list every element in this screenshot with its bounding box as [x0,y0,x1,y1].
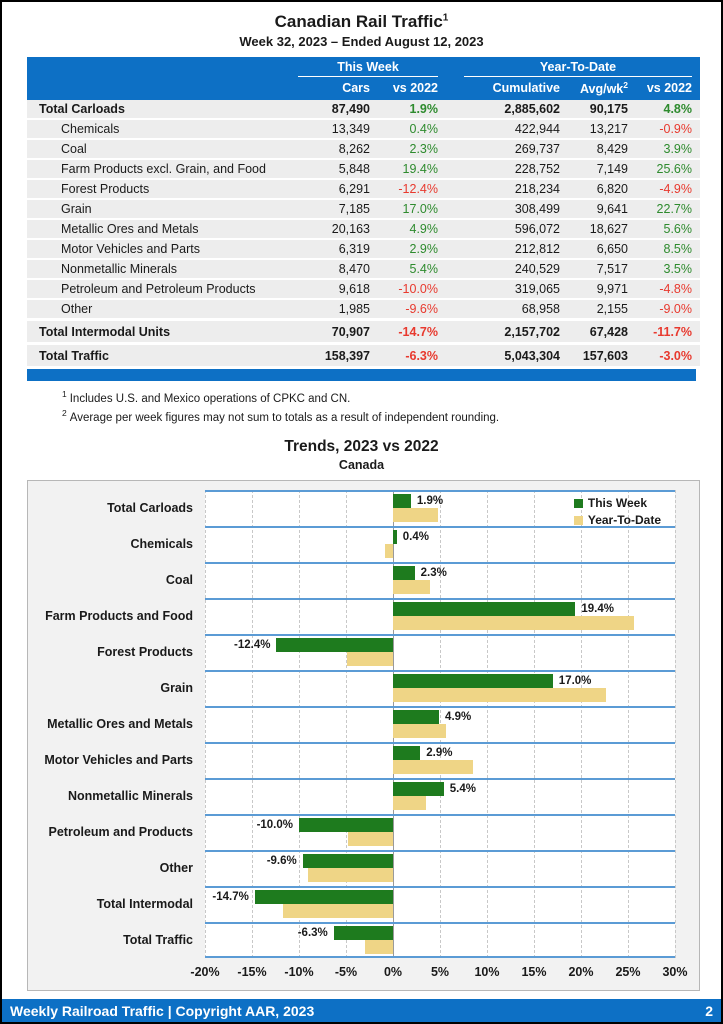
bar-value-label: -9.6% [266,854,297,867]
this-week-bar [393,782,444,796]
table-row [27,160,700,178]
cell-cars: 20,163 [331,222,370,237]
cell-cars: 6,319 [338,242,370,257]
cell-avg-wk: 7,149 [596,162,628,177]
cell-cumulative: 68,958 [521,302,560,317]
row-label: Petroleum and Petroleum Products [61,282,256,297]
cell-avg-wk: 157,603 [582,348,628,363]
bar-value-label: 0.4% [402,530,429,543]
cell-cumulative: 228,752 [514,162,560,177]
row-label: Coal [61,142,87,157]
category-separator-line [205,850,675,852]
this-week-bar [255,890,393,904]
cell-cars: 1,985 [338,302,370,317]
footnote [62,389,721,405]
table-row [27,200,700,218]
header-group-ytd: Year-To-Date [464,60,692,77]
cell-cumulative: 422,944 [514,122,560,137]
row-label: Motor Vehicles and Parts [61,242,200,257]
footer-page-number: 2 [705,1002,713,1019]
category-separator-line [205,490,675,492]
legend-swatch [574,516,583,525]
bar-value-label: -6.3% [297,926,328,939]
header-group-this-week: This Week [298,60,438,77]
cell-avg-wk: 9,641 [596,202,628,217]
table-row [27,100,700,118]
col-header-cars: Cars [342,81,370,96]
x-axis-tick-label: -20% [190,964,220,979]
traffic-table [27,57,700,366]
col-header-avg-wk-text: Avg/wk [579,82,624,97]
cell-cars: 5,848 [338,162,370,177]
cell-vs2022-ytd: -4.8% [659,282,692,297]
cell-vs2022-ytd: 22.7% [656,202,692,217]
footnotes [62,389,721,424]
cell-vs2022-ytd: -9.0% [659,302,692,317]
page-title-footnote-marker: 1 [442,12,449,24]
row-label: Chemicals [61,122,120,137]
year-to-date-bar [393,508,438,522]
year-to-date-bar [283,904,393,918]
cell-vs2022-ytd: 3.5% [663,262,692,277]
x-axis-tick-label: 20% [568,964,594,979]
this-week-bar [393,530,397,544]
bar-value-label: 2.3% [420,566,447,579]
x-axis-tick-label: 15% [521,964,547,979]
this-week-bar [393,674,553,688]
this-week-bar [334,926,393,940]
year-to-date-bar [393,580,430,594]
cell-avg-wk: 2,155 [596,302,628,317]
this-week-bar [276,638,393,652]
chart-plot-region [28,490,699,958]
cell-cumulative: 2,885,602 [504,102,560,117]
cell-vs2022-ytd: 4.8% [663,102,692,117]
row-label: Other [61,302,93,317]
cell-vs2022-ytd: 8.5% [663,242,692,257]
cell-cars: 87,490 [331,102,370,117]
category-separator-line [205,598,675,600]
table-row [27,260,700,278]
cell-cumulative: 240,529 [514,262,560,277]
table-row [27,120,700,138]
cell-vs2022-ytd: -4.9% [659,182,692,197]
x-axis-tick-label: -10% [284,964,314,979]
x-axis-tick-label: 5% [430,964,450,979]
chart-x-axis [190,961,688,985]
this-week-bar [393,710,439,724]
footer-bar [2,999,721,1022]
table-row [27,180,700,198]
cell-avg-wk: 90,175 [589,102,628,117]
chart-legend [574,495,661,529]
category-separator-line [205,922,675,924]
trends-bar-chart [27,480,700,991]
row-label: Total Intermodal Units [39,324,171,339]
year-to-date-bar [393,796,426,810]
table-row [27,345,700,366]
cell-cumulative: 2,157,702 [504,324,560,339]
legend-entry [574,512,661,529]
cell-vs2022-week: 19.4% [402,162,438,177]
x-axis-tick-label: -15% [237,964,267,979]
row-label: Farm Products excl. Grain, and Food [61,162,266,177]
chart-plot-area [205,490,675,958]
year-to-date-bar [348,832,393,846]
col-header-cumulative: Cumulative [492,81,560,96]
cell-cars: 7,185 [338,202,370,217]
bar-value-label: 17.0% [558,674,592,687]
bar-value-label: -10.0% [256,818,293,831]
category-separator-line [205,706,675,708]
table-row [27,140,700,158]
category-separator-line [205,670,675,672]
category-separator-line [205,956,675,958]
chart-category-label: Grain [160,680,193,695]
footnote-marker: 2 [62,407,67,418]
cell-vs2022-week: -10.0% [398,282,438,297]
legend-swatch [574,499,583,508]
chart-category-label: Total Traffic [123,932,193,947]
cell-vs2022-week: 1.9% [409,102,438,117]
chart-category-label: Petroleum and Products [48,824,193,839]
row-label: Total Carloads [39,102,125,117]
x-axis-tick-label: -5% [334,964,358,979]
bar-value-label: 1.9% [416,494,444,507]
chart-subtitle: Canada [338,457,385,472]
table-row [27,240,700,258]
row-label: Grain [61,202,92,217]
category-separator-line [205,814,675,816]
col-header-vs2022-ytd: vs 2022 [646,81,692,96]
chart-title: Trends, 2023 vs 2022 [284,437,439,455]
cell-cumulative: 5,043,304 [504,348,560,363]
year-to-date-bar [308,868,393,882]
chart-category-label: Forest Products [97,644,193,659]
footer-text: Weekly Railroad Traffic | Copyright AAR, 2023 [10,1002,315,1019]
category-separator-line [205,742,675,744]
cell-vs2022-week: 5.4% [409,262,438,277]
footnote-marker: 1 [62,389,67,400]
cell-cars: 158,397 [324,348,370,363]
cell-cars: 70,907 [331,324,370,339]
cell-avg-wk: 6,820 [596,182,628,197]
table-row [27,300,700,318]
cell-cumulative: 269,737 [514,142,560,157]
col-header-vs2022-week: vs 2022 [392,81,438,96]
this-week-bar [393,566,415,580]
this-week-bar [393,602,575,616]
year-to-date-bar [347,652,393,666]
page-title-text: Canadian Rail Traffic [274,12,443,31]
cell-avg-wk: 7,517 [596,262,628,277]
year-to-date-bar [385,544,393,558]
x-axis-tick-label: 10% [474,964,500,979]
cell-vs2022-ytd: -0.9% [659,122,692,137]
cell-vs2022-week: -12.4% [398,182,438,197]
cell-vs2022-week: 2.9% [409,242,438,257]
table-header-groups [27,60,692,77]
footnote-text: Includes U.S. and Mexico operations of CPKC and CN. [69,392,351,405]
chart-category-label: Nonmetallic Minerals [67,788,193,803]
table-header-columns [27,80,692,96]
this-week-bar [393,494,411,508]
x-axis-tick-label: 30% [662,964,688,979]
row-label: Nonmetallic Minerals [61,262,178,277]
footnote-text: Average per week figures may not sum to totals as a result of independent rounding. [69,411,500,424]
page-subtitle: Week 32, 2023 – Ended August 12, 2023 [239,34,484,49]
gridline [675,490,676,958]
cell-cars: 13,349 [331,122,370,137]
chart-category-label: Farm Products and Food [45,608,193,623]
cell-vs2022-ytd: 3.9% [663,142,692,157]
cell-vs2022-week: -9.6% [405,302,438,317]
chart-category-label: Chemicals [130,536,193,551]
header-spacer [27,60,298,77]
chart-category-label: Other [159,860,193,875]
category-separator-line [205,778,675,780]
cell-avg-wk: 6,650 [596,242,628,257]
cell-cumulative: 596,072 [514,222,560,237]
x-axis-tick-label: 0% [383,964,403,979]
cell-vs2022-ytd: 5.6% [663,222,692,237]
cell-cumulative: 308,499 [514,202,560,217]
legend-label: Year-To-Date [587,513,661,528]
cell-vs2022-ytd: -3.0% [659,348,692,363]
this-week-bar [299,818,393,832]
cell-cumulative: 212,812 [514,242,560,257]
this-week-bar [393,746,420,760]
row-label: Metallic Ores and Metals [61,222,199,237]
chart-category-label: Total Intermodal [96,896,193,911]
chart-category-labels [28,490,203,958]
cell-cars: 8,262 [338,142,370,157]
table-row [27,220,700,238]
cell-cumulative: 218,234 [514,182,560,197]
year-to-date-bar [393,688,606,702]
cell-vs2022-week: -6.3% [405,348,438,363]
bar-value-label: 2.9% [426,746,453,759]
cell-avg-wk: 9,971 [596,282,628,297]
cell-cumulative: 319,065 [514,282,560,297]
table-bottom-bar [27,369,696,381]
x-axis-tick-label: 25% [615,964,641,979]
cell-cars: 9,618 [338,282,370,297]
bar-value-label: 19.4% [581,602,614,615]
chart-category-label: Motor Vehicles and Parts [44,752,193,767]
year-to-date-bar [393,760,473,774]
footnote [62,408,721,424]
cell-avg-wk: 8,429 [596,142,628,157]
cell-avg-wk: 67,428 [589,324,628,339]
col-header-avg-wk-footnote-marker: 2 [623,80,628,90]
table-row [27,321,700,342]
cell-vs2022-ytd: -11.7% [653,324,692,339]
cell-vs2022-week: -14.7% [398,324,438,339]
cell-vs2022-week: 0.4% [409,122,438,137]
cell-avg-wk: 18,627 [589,222,628,237]
cell-cars: 6,291 [338,182,370,197]
row-label: Forest Products [61,182,150,197]
col-header-avg-wk [560,80,628,96]
chart-category-label: Coal [165,572,193,587]
cell-vs2022-week: 4.9% [409,222,438,237]
cell-vs2022-week: 2.3% [409,142,438,157]
page-title [2,12,721,32]
legend-label: This Week [587,496,647,511]
bar-value-label: 4.9% [445,710,472,723]
bar-value-label: 5.4% [449,782,476,795]
this-week-bar [303,854,393,868]
cell-cars: 8,470 [338,262,370,277]
cell-avg-wk: 13,217 [589,122,628,137]
cell-vs2022-week: 17.0% [402,202,438,217]
bar-value-label: -12.4% [234,638,271,651]
table-row [27,280,700,298]
category-separator-line [205,562,675,564]
bar-value-label: -14.7% [212,890,249,903]
legend-entry [574,495,661,512]
table-header [27,57,700,100]
table-body [27,100,700,366]
cell-vs2022-ytd: 25.6% [656,162,692,177]
category-separator-line [205,634,675,636]
category-separator-line [205,886,675,888]
year-to-date-bar [393,724,446,738]
year-to-date-bar [365,940,393,954]
row-label: Total Traffic [39,348,109,363]
chart-category-label: Metallic Ores and Metals [47,716,193,731]
year-to-date-bar [393,616,634,630]
chart-category-label: Total Carloads [107,500,193,515]
